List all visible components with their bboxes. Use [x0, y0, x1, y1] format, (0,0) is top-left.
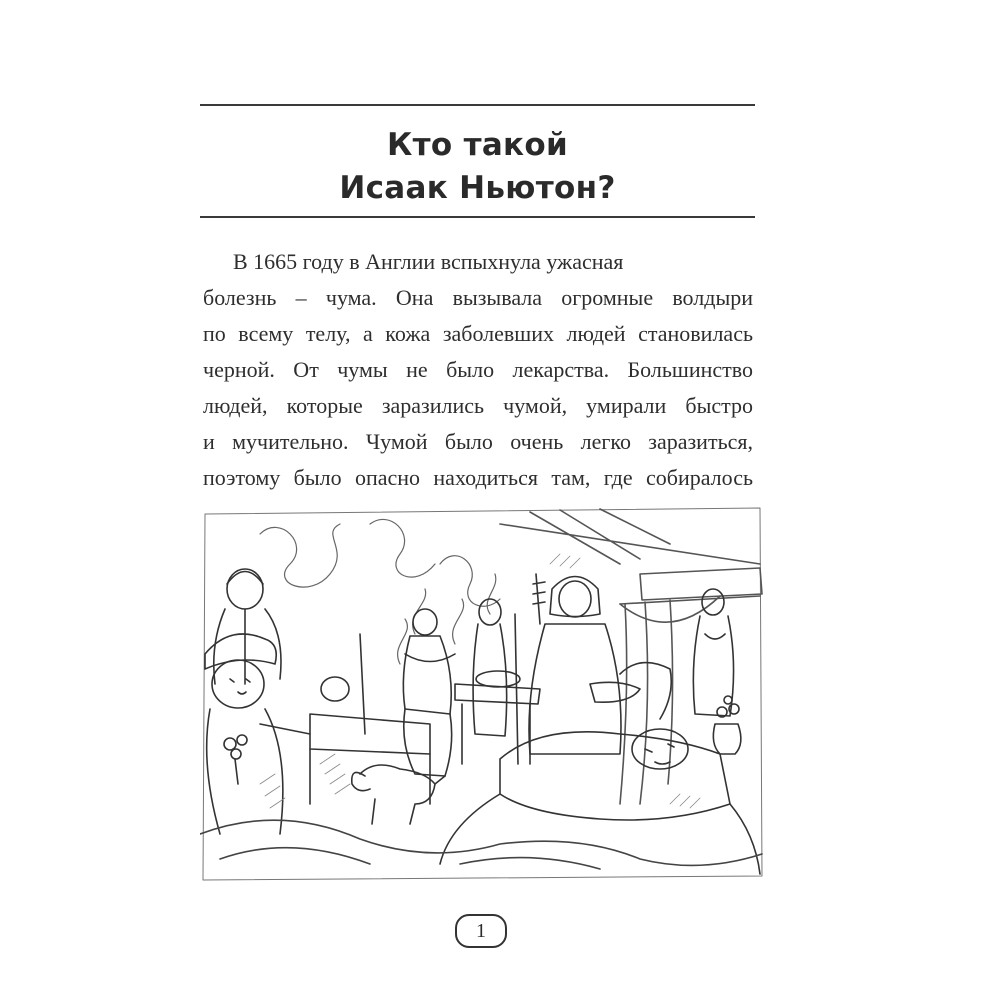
woman-left [214, 569, 281, 684]
text-line: и мучительно. Чумой было очень легко заразиться, [203, 429, 753, 454]
old-woman [529, 574, 640, 754]
text-line: людей, которые заразились чумой, умирали быстро [203, 393, 753, 418]
plague-scene-illustration [200, 504, 765, 884]
dog [352, 765, 445, 824]
bed [310, 634, 430, 804]
smoke [260, 519, 500, 664]
text-line: черной. От чумы не было лекарства. Большинство [203, 357, 753, 382]
flowers [224, 735, 247, 784]
title-line-2: Исаак Ньютон? [339, 170, 616, 206]
hatching [260, 554, 700, 808]
table [455, 671, 540, 764]
text-line: поэтому было опасно находиться там, где собиралось [203, 465, 753, 490]
curtain [620, 596, 720, 804]
page-number-text: 1 [476, 919, 486, 942]
text-line: по всему телу, а кожа заболевших людей становилась [203, 321, 753, 346]
bottom-rule [200, 216, 755, 218]
ceiling-beams [500, 509, 762, 604]
top-rule [200, 104, 755, 106]
page-number [455, 914, 507, 948]
man-with-hat [205, 634, 310, 834]
page-title [200, 124, 755, 210]
woman-middle [403, 609, 455, 776]
body-paragraph [203, 244, 753, 496]
text-line: В 1665 году в Англии вспыхнула ужасная [233, 249, 624, 274]
text-line: болезнь – чума. Она вызывала огромные волдыри [203, 285, 753, 310]
blanket [200, 820, 762, 869]
title-line-1: Кто такой [386, 127, 569, 163]
woman-with-cane [473, 599, 518, 764]
sick-man [440, 663, 760, 874]
vase-flowers [713, 696, 741, 754]
woman-right [693, 589, 733, 716]
